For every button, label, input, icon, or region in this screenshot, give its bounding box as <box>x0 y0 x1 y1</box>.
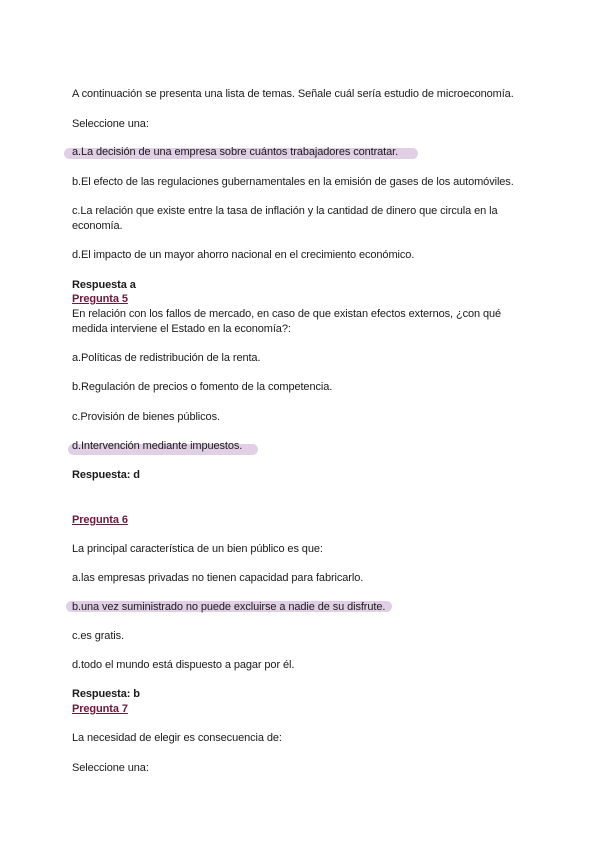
question-7-title-link[interactable]: Pregunta 7 <box>72 703 128 715</box>
question-5-option-a: a.Políticas de redistribución de la renta. <box>72 352 261 364</box>
question-6-option-b: b.una vez suministrado no puede excluirse a nadie de su disfrute. <box>72 601 386 613</box>
question-5-option-d: d.Intervención mediante impuestos. <box>72 440 243 452</box>
question-4-answer: Respuesta a <box>72 279 136 291</box>
question-4-select-one: Seleccione una: <box>72 118 149 130</box>
question-4-option-c: c.La relación que existe entre la tasa de inflación y la cantidad de dinero que circula en la economía. <box>72 205 498 232</box>
question-6-option-a: a.las empresas privadas no tienen capacidad para fabricarlo. <box>72 572 364 584</box>
question-5-option-c: c.Provisión de bienes públicos. <box>72 411 220 423</box>
question-6-answer: Respuesta: b <box>72 688 140 700</box>
question-5-text: En relación con los fallos de mercado, en caso de que existan efectos externos, ¿con qué medida interviene el Estado en la economía?: <box>72 308 502 335</box>
question-5-answer: Respuesta: d <box>72 469 140 481</box>
question-4-option-a: a.La decisión de una empresa sobre cuántos trabajadores contratar. <box>72 146 399 158</box>
question-6-text: La principal característica de un bien público es que: <box>72 543 323 555</box>
question-4-option-b: b.El efecto de las regulaciones gubernamentales en la emisión de gases de los automóviles. <box>72 176 514 188</box>
question-5-title-link[interactable]: Pregunta 5 <box>72 293 128 305</box>
question-6-title-link[interactable]: Pregunta 6 <box>72 514 128 526</box>
question-7-text: La necesidad de elegir es consecuencia de: <box>72 732 282 744</box>
question-6-option-d: d.todo el mundo está dispuesto a pagar por él. <box>72 659 295 671</box>
question-6-option-c: c.es gratis. <box>72 630 124 642</box>
question-4-option-d: d.El impacto de un mayor ahorro nacional en el crecimiento económico. <box>72 249 415 261</box>
question-4-intro: A continuación se presenta una lista de temas. Señale cuál sería estudio de microeconomía. <box>72 88 514 100</box>
question-7-select-one: Seleccione una: <box>72 762 149 774</box>
question-5-option-b: b.Regulación de precios o fomento de la competencia. <box>72 381 333 393</box>
